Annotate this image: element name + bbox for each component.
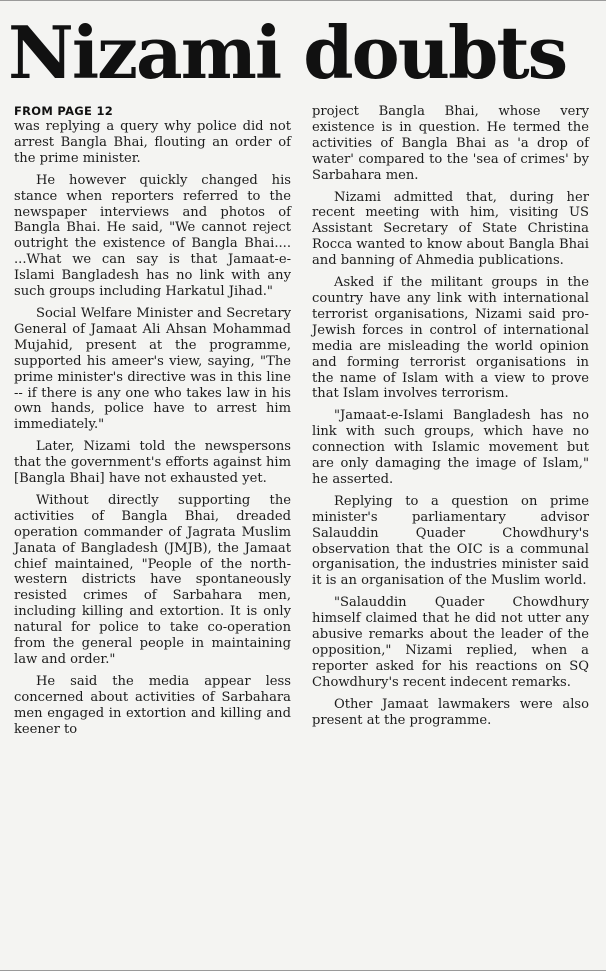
paragraph: He said the media appear less concerned about activities of Sarbahara men engaged in extortion and killing and keener to — [14, 673, 291, 737]
paragraph: Nizami admitted that, during her recent meeting with him, visiting US Assistant Secretary of State Christina Rocca wanted to know about Bangla Bhai and banning of Ahmedia publications. — [312, 189, 589, 269]
paragraph: He however quickly changed his stance when reporters referred to the newspaper interviews and photos of Bangla Bhai. He said, "We cannot reject outright the existence of Bangla Bhai.... ...What we can say is that Jamaat-e-Islami Bangladesh has no link with any such groups including Harkatul Jihad." — [14, 172, 291, 300]
paragraph: Asked if the militant groups in the country have any link with international terrorist organisations, Nizami said pro-Jewish forces in control of international media are misleading the world opinion and forming terrorist organisations in the name of Islam with a view to prove that Islam involves terrorism. — [312, 275, 589, 402]
paragraph: Later, Nizami told the newspersons that the government's efforts against him [Bangla Bhai] have not exhausted yet. — [14, 439, 291, 487]
jump-label: FROM PAGE 12 — [14, 104, 114, 118]
top-border — [0, 0, 606, 1]
paragraph: Replying to a question on prime minister's parliamentary advisor Salauddin Quader Chowdhury's observation that the OIC is a communal organisation, the industries minister said it is an organisation of the Muslim world. — [312, 493, 589, 589]
paragraph: Without directly supporting the activities of Bangla Bhai, dreaded operation commander of Jagrata Muslim Janata of Bangladesh (JMJB), the Jamaat chief maintained, "People of the north-western districts have spontaneously resisted crimes of Sarbahara men, including killing and extortion. It is only natural for police to take co-operation from the general people in maintaining law and order." — [14, 492, 291, 667]
paragraph: Social Welfare Minister and Secretary General of Jamaat Ali Ahsan Mohammad Mujahid, present at the programme, supported his ameer's view, saying, "The prime minister's directive was in this line -- if there is any one who takes law in his own hands, police have to arrest him immediately." — [14, 305, 291, 433]
paragraph: was replying a query why police did not arrest Bangla Bhai, flouting an order of the prime minister. — [14, 119, 291, 166]
right-column — [312, 104, 589, 735]
left-column — [14, 104, 291, 744]
paragraph: "Jamaat-e-Islami Bangladesh has no link with such groups, which have no connection with Islamic movement but are only damaging the image of Islam," he asserted. — [312, 408, 589, 487]
headline: Nizami doubts — [8, 10, 567, 95]
paragraph: Other Jamaat lawmakers were also present at the programme. — [312, 696, 589, 728]
paragraph: project Bangla Bhai, whose very existence is in question. He termed the activities of Bangla Bhai as 'a drop of water' compared to the 'sea of crimes' by Sarbahara men. — [312, 104, 589, 183]
paragraph: "Salauddin Quader Chowdhury himself claimed that he did not utter any abusive remarks about the leader of the opposition," Nizami replied, when a reporter asked for his reactions on SQ Chowdhury's recent indecent remarks. — [312, 595, 589, 690]
